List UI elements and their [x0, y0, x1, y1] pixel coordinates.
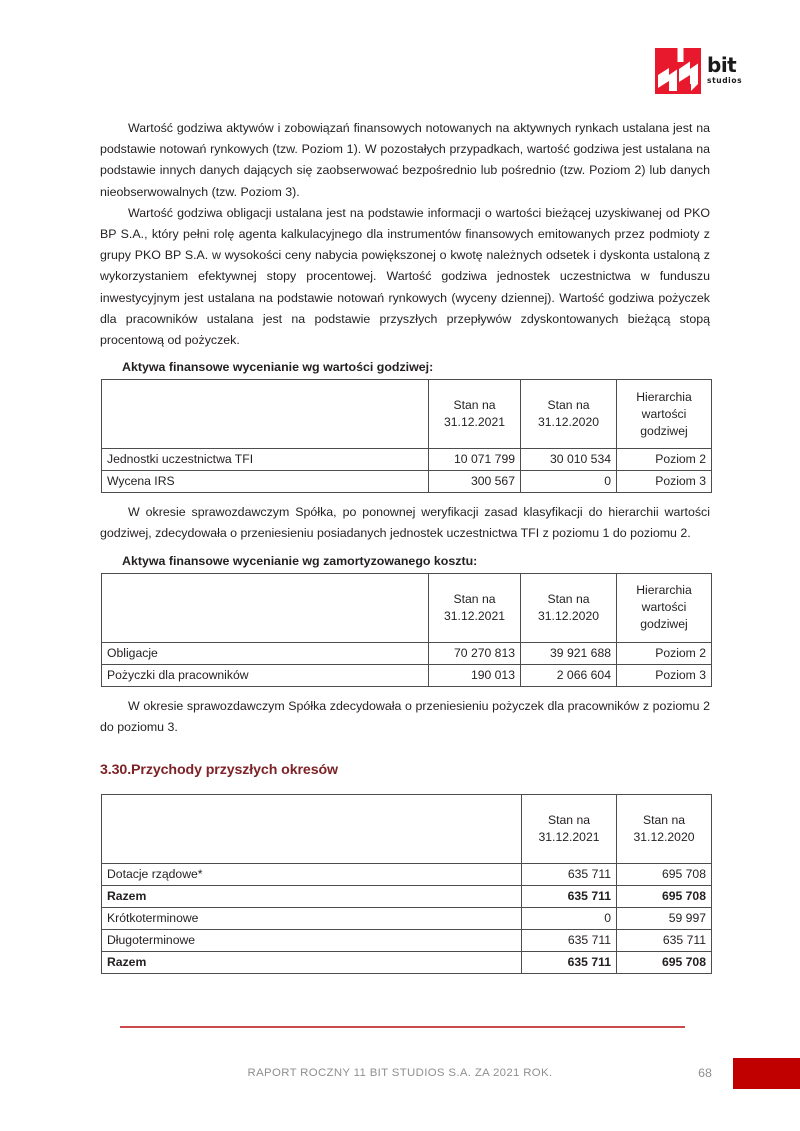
table-row-total	[102, 952, 712, 974]
cell-level: Poziom 2	[617, 449, 712, 471]
table-caption-amortized-cost: Aktywa finansowe wycenianie wg zamortyzowanego kosztu:	[122, 553, 478, 568]
spacer	[100, 780, 710, 794]
paragraph-bond-valuation: Wartość godziwa obligacji ustalana jest na podstawie informacji o wartości bieżącej uzyskiwanej od PKO BP S.A., który pełni rolę agenta kalkulacyjnego dla instrumentów finansowych emitowanych przez podmioty z grupy PKO BP S.A. w wysokości ceny nabycia powiększonej o kwotę należnych odsetek i dyskonta ustaloną z wykorzystaniem efektywnej stopy procentowej. Wartość godziwa jednostek uczestnictwa w funduszu inwestycyjnym jest ustalana na podstawie notowań rynkowych (wyceny dziennej). Wartość godziwa pożyczek dla pracowników ustalana jest na podstawie przyszłych przepływów zdyskontowanych bieżącą stopą procentową od pożyczek.	[100, 205, 710, 348]
cell-value-2020: 695 708	[617, 886, 712, 908]
cell-value-2021: 635 711	[522, 886, 617, 908]
cell-label: Razem	[102, 886, 522, 908]
cell-value-2020: 0	[521, 471, 617, 493]
cell-value-2021: 70 270 813	[429, 642, 521, 664]
table-header-row	[102, 380, 712, 449]
table-header-row	[102, 573, 712, 642]
table-row	[102, 642, 712, 664]
cell-label: Razem	[102, 952, 522, 974]
table-row	[102, 664, 712, 686]
cell-label: Obligacje	[102, 642, 429, 664]
header-as-of-2021: Stan na 31.12.2021	[522, 795, 617, 864]
cell-value-2021: 635 711	[522, 930, 617, 952]
header-label-blank	[102, 795, 522, 864]
cell-value-2021: 190 013	[429, 664, 521, 686]
header-fair-value-hierarchy: Hierarchia wartości godziwej	[617, 573, 712, 642]
header-as-of-2021: Stan na 31.12.2021	[429, 573, 521, 642]
cell-label: Krótkoterminowe	[102, 908, 522, 930]
cell-value-2021: 10 071 799	[429, 449, 521, 471]
table-financial-assets-amortized-cost	[101, 573, 712, 687]
paragraph-loans-transfer: W okresie sprawozdawczym Spółka zdecydowała o przeniesieniu pożyczek dla pracowników z poziomu 2 do poziomu 3.	[100, 698, 710, 734]
cell-value-2020: 30 010 534	[521, 449, 617, 471]
cell-label: Długoterminowe	[102, 930, 522, 952]
table-row	[102, 908, 712, 930]
cell-label: Dotacje rządowe*	[102, 864, 522, 886]
cell-label: Wycena IRS	[102, 471, 429, 493]
company-logo	[655, 48, 750, 103]
footer-accent-block	[733, 1058, 800, 1089]
page-number: 68	[698, 1066, 712, 1080]
cell-value-2021: 635 711	[522, 952, 617, 974]
cell-value-2020: 39 921 688	[521, 642, 617, 664]
header-as-of-2020: Stan na 31.12.2020	[521, 573, 617, 642]
footer-divider	[120, 1026, 685, 1028]
cell-value-2021: 635 711	[522, 864, 617, 886]
table-header-row	[102, 795, 712, 864]
table-row-total	[102, 886, 712, 908]
page-title: 3.30.Przychody przyszłych okresów	[100, 762, 338, 779]
table-caption-fair-value: Aktywa finansowe wycenianie wg wartości godziwej:	[122, 360, 434, 375]
page-content	[100, 118, 710, 974]
cell-level: Poziom 3	[617, 471, 712, 493]
spacer	[100, 493, 710, 502]
cell-value-2020: 2 066 604	[521, 664, 617, 686]
spacer	[100, 738, 710, 760]
cell-level: Poziom 3	[617, 664, 712, 686]
cell-value-2021: 300 567	[429, 471, 521, 493]
cell-label: Pożyczki dla pracowników	[102, 664, 429, 686]
paragraph-tfi-transfer: W okresie sprawozdawczym Spółka, po ponownej weryfikacji zasad klasyfikacji do hierarchii wartości godziwej, zdecydowała o przeniesieniu posiadanych jednostek uczestnictwa TFI z poziomu 1 do poziomu 2.	[100, 505, 710, 541]
cell-value-2020: 635 711	[617, 930, 712, 952]
cell-value-2020: 695 708	[617, 864, 712, 886]
table-deferred-income	[101, 794, 712, 974]
spacer	[100, 687, 710, 696]
cell-label: Jednostki uczestnictwa TFI	[102, 449, 429, 471]
cell-level: Poziom 2	[617, 642, 712, 664]
table-row	[102, 449, 712, 471]
paragraph-fair-value-levels: Wartość godziwa aktywów i zobowiązań finansowych notowanych na aktywnych rynkach ustalana jest na podstawie notowań rynkowych (tzw. Poziom 1). W pozostałych przypadkach, wartość godziwa jest ustalana na podstawie innych danych dających się zaobserwować bezpośrednio lub pośrednio (tzw. Poziom 2) lub danych nieobserwowalnych (tzw. Poziom 3).	[100, 121, 710, 199]
header-as-of-2020: Stan na 31.12.2020	[617, 795, 712, 864]
logo-wordmark	[707, 53, 753, 85]
cell-value-2020: 695 708	[617, 952, 712, 974]
table-row	[102, 864, 712, 886]
header-label-blank	[102, 380, 429, 449]
logo-sub-text: studios	[707, 76, 743, 85]
header-label-blank	[102, 573, 429, 642]
table-financial-assets-fair-value	[101, 379, 712, 493]
table-row	[102, 930, 712, 952]
header-fair-value-hierarchy: Hierarchia wartości godziwej	[617, 380, 712, 449]
cell-value-2021: 0	[522, 908, 617, 930]
eleven-bit-logo-icon	[655, 48, 701, 94]
logo-brand-text: bit	[707, 53, 737, 77]
footer-report-title: RAPORT ROCZNY 11 BIT STUDIOS S.A. ZA 2021 ROK.	[247, 1067, 553, 1079]
header-as-of-2020: Stan na 31.12.2020	[521, 380, 617, 449]
cell-value-2020: 59 997	[617, 908, 712, 930]
table-row	[102, 471, 712, 493]
header-as-of-2021: Stan na 31.12.2021	[429, 380, 521, 449]
